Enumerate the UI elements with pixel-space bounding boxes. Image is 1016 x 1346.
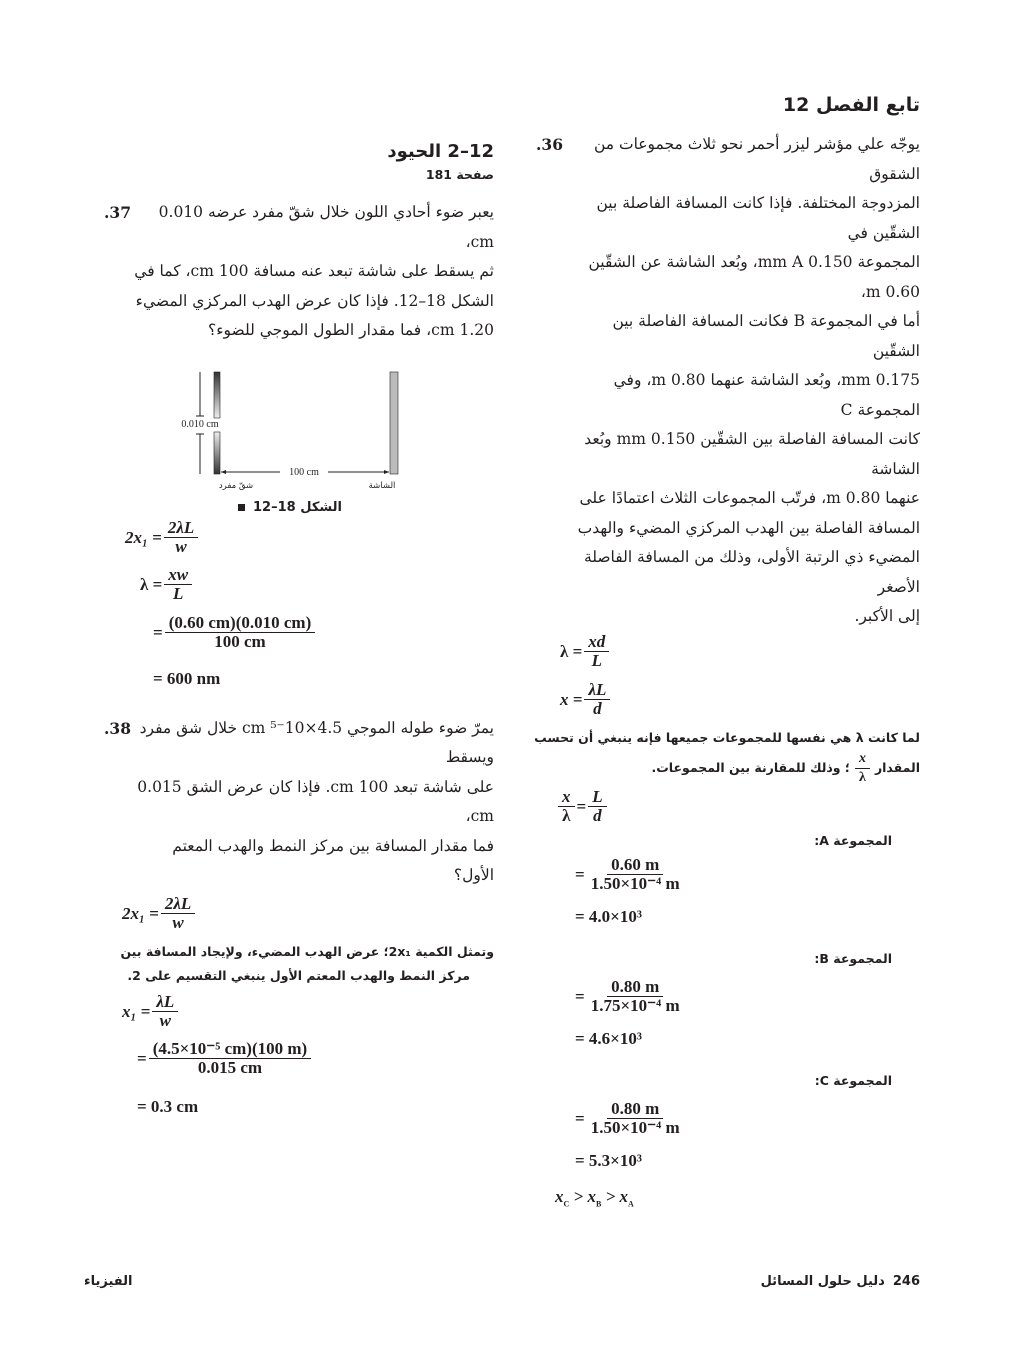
- text-line: ثم يسقط على شاشة تبعد عنه مسافة 100 cm، كما في: [134, 262, 494, 280]
- question-38: [96, 714, 494, 891]
- denominator: d: [593, 806, 602, 825]
- section-title: 12–2 الحيود: [387, 141, 494, 162]
- slit-label: شقّ مفرد: [218, 480, 254, 491]
- denominator: w: [172, 913, 184, 932]
- numerator: 0.60 m: [607, 856, 663, 875]
- numerator: 2λL: [164, 519, 198, 538]
- fraction: [149, 1040, 312, 1077]
- equation-2x1: [122, 894, 494, 934]
- footer-subject: الفيزياء: [84, 1274, 133, 1289]
- right-column: [528, 92, 920, 1214]
- text-line: أما في المجموعة B فكانت المسافة الفاصلة بين الشقّين: [612, 312, 920, 360]
- fraction: [164, 566, 192, 603]
- numerator: xd: [584, 633, 609, 652]
- text-line: إلى الأكبر.: [854, 607, 920, 625]
- slit-barrier-bottom: [214, 432, 220, 474]
- group-equation: [575, 1099, 920, 1139]
- question-36: [528, 130, 920, 632]
- numerator: (4.5×10⁻⁵ cm)(100 m): [149, 1040, 312, 1059]
- caption-text: الشكل 18–12: [253, 499, 342, 515]
- fraction: [584, 681, 610, 718]
- note-line: وتمثل الكمية 2x₁؛ عرض الهدب المضيء، ولإيجاد المسافة بين: [120, 943, 494, 959]
- note-text: المقدار: [874, 760, 920, 775]
- group-equation: [575, 855, 920, 895]
- figure-caption: [238, 498, 494, 518]
- text-line: 1.20 cm، فما مقدار الطول الموجي للضوء؟: [208, 321, 494, 339]
- group-label: المجموعة B:: [814, 950, 892, 966]
- numerator: L: [588, 788, 606, 807]
- numerator: 0.80 m: [607, 1100, 663, 1119]
- equation-substitution: [137, 1039, 494, 1079]
- eq-lhs: λ =: [560, 641, 583, 661]
- text-line: المسافة الفاصلة بين الهدب المركزي المضيء والهدب: [577, 518, 920, 537]
- group-label: المجموعة C:: [814, 1072, 892, 1088]
- page-number: 246: [892, 1274, 920, 1289]
- distance-label: 100 cm: [289, 466, 319, 478]
- denominator: 0.015 cm: [197, 1058, 263, 1077]
- fraction: [164, 519, 198, 556]
- denominator: 100 cm: [214, 632, 266, 651]
- equation-x-lambdaL-d: [560, 680, 920, 720]
- equals: =: [575, 986, 585, 1006]
- text-line: 0.175 mm، وبُعد الشاشة عنهما 0.80 m، وفي المجموعة C: [613, 371, 920, 419]
- fraction: [855, 750, 870, 787]
- fraction: [584, 633, 609, 670]
- question-text: [131, 198, 494, 346]
- slit-barrier-top: [214, 372, 220, 418]
- denominator: 1.75×10⁻⁴ m: [590, 996, 680, 1015]
- left-column: [96, 140, 494, 1117]
- text-line: عنهما 0.80 m، فرتّب المجموعات الثلاث اعتمادًا على: [579, 489, 920, 507]
- denominator: 1.50×10⁻⁴ m: [590, 1118, 680, 1137]
- screen-label: الشاشة: [368, 480, 396, 491]
- footer-right: [761, 1274, 920, 1289]
- fraction: [587, 856, 684, 893]
- equation-2x1: [125, 518, 494, 558]
- numerator: 2λL: [161, 895, 195, 914]
- denominator: λ: [562, 806, 571, 825]
- fraction: [587, 978, 684, 1015]
- numerator: xw: [164, 566, 192, 585]
- fraction: [161, 895, 195, 932]
- group-result: = 4.6×10³: [575, 1028, 642, 1048]
- denominator: L: [591, 651, 602, 670]
- denominator: w: [159, 1011, 172, 1030]
- question-text: [563, 130, 920, 632]
- numerator: (0.60 cm)(0.010 cm): [165, 614, 316, 633]
- square-bullet-icon: [238, 504, 245, 511]
- equals: =: [575, 1108, 585, 1128]
- eq-lhs: x =: [560, 689, 583, 709]
- denominator: 1.50×10⁻⁴ m: [590, 874, 680, 893]
- equation-lambda-xw-L: [140, 565, 494, 605]
- note-line: مركز النمط والهدب المعتم الأول ينبغي التقسيم على 2.: [127, 967, 470, 983]
- question-text: [131, 714, 494, 891]
- text-line: يوجّه علي مؤشر ليزر أحمر نحو ثلاث مجموعات من الشقوق: [593, 135, 920, 183]
- text-line: المزدوجة المختلفة. فإذا كانت المسافة الفاصلة بين الشقّين في: [596, 194, 920, 242]
- equation-x1: [122, 992, 494, 1032]
- denominator: d: [593, 699, 602, 718]
- equation-substitution: [153, 613, 494, 653]
- screen: [390, 372, 398, 474]
- question-37: [96, 198, 494, 346]
- equals: =: [576, 796, 587, 816]
- numerator: 0.80 m: [607, 978, 663, 997]
- denominator: L: [173, 584, 184, 603]
- text-line: على شاشة تبعد 100 cm. فإذا كان عرض الشق 0.015 cm،: [137, 777, 494, 825]
- group-result: = 5.3×10³: [575, 1150, 642, 1170]
- question-number: 37.: [104, 203, 131, 222]
- page-reference: صفحة 181: [425, 167, 494, 182]
- text-line: يمرّ ضوء طوله الموجي 4.5×10⁻⁵ cm خلال شق مفرد ويسقط: [139, 718, 494, 766]
- group-equation: [575, 977, 920, 1017]
- note-line: [528, 750, 920, 787]
- eq-lhs: x₁ =: [122, 1001, 151, 1021]
- group-result: = 4.0×10³: [575, 906, 642, 926]
- question-number: 38.: [104, 718, 131, 738]
- text-line: المجموعة 0.150 mm A، وبُعد الشاشة عن الشقّين 0.60 m،: [588, 253, 920, 301]
- eq-lhs: λ =: [140, 574, 163, 594]
- question-number: 36.: [536, 135, 563, 154]
- groups: [528, 827, 920, 1171]
- equals: =: [575, 864, 585, 884]
- numerator: λL: [152, 993, 178, 1012]
- result-0-3cm: = 0.3 cm: [137, 1096, 199, 1116]
- eq-lhs: =: [153, 622, 163, 642]
- text-line: كانت المسافة الفاصلة بين الشقّين 0.150 mm وبُعد الشاشة: [584, 430, 920, 478]
- group-label: المجموعة A:: [814, 832, 892, 848]
- fraction: [152, 993, 178, 1030]
- result-600nm: = 600 nm: [153, 668, 221, 688]
- eq-lhs: 2x₁ =: [125, 527, 162, 547]
- text-line: الشكل 18–12. فإذا كان عرض الهدب المركزي المضيء: [135, 291, 494, 310]
- fraction: [588, 788, 606, 825]
- ordering-result: [555, 1187, 920, 1214]
- numerator: x: [855, 750, 870, 769]
- numerator: x: [558, 788, 575, 807]
- denominator: w: [175, 537, 187, 556]
- ordering-text: $x_C > x_B > x_A$: [555, 1186, 634, 1208]
- chapter-header: تابع الفصل 12: [782, 94, 920, 116]
- equation-lambda-xd-L: [560, 632, 920, 672]
- numerator: λL: [584, 681, 610, 700]
- figure-12-18: [170, 364, 410, 494]
- denominator: λ: [858, 769, 866, 785]
- fraction: [558, 788, 575, 825]
- text-line: المضيء ذي الرتبة الأولى، وذلك من المسافة الفاصلة الأصغر: [583, 548, 920, 596]
- eq-lhs: =: [137, 1048, 147, 1068]
- fraction: [165, 614, 316, 651]
- note-line: لما كانت λ هي نفسها للمجموعات جميعها فإنه ينبغي أن تحسب: [534, 729, 920, 745]
- fraction: [587, 1100, 684, 1137]
- note-text: ؛ وذلك للمقارنة بين المجموعات.: [651, 760, 850, 775]
- equation-x-over-lambda: [556, 787, 920, 827]
- book-title: دليل حلول المسائل: [760, 1274, 885, 1289]
- slit-width-label: 0.010 cm: [181, 418, 219, 430]
- text-line: فما مقدار المسافة بين مركز النمط والهدب المعتم الأول؟: [172, 836, 494, 884]
- eq-lhs: 2x₁ =: [122, 903, 159, 923]
- text-line: يعبر ضوء أحادي اللون خلال شقّ مفرد عرضه 0.010 cm،: [158, 203, 494, 251]
